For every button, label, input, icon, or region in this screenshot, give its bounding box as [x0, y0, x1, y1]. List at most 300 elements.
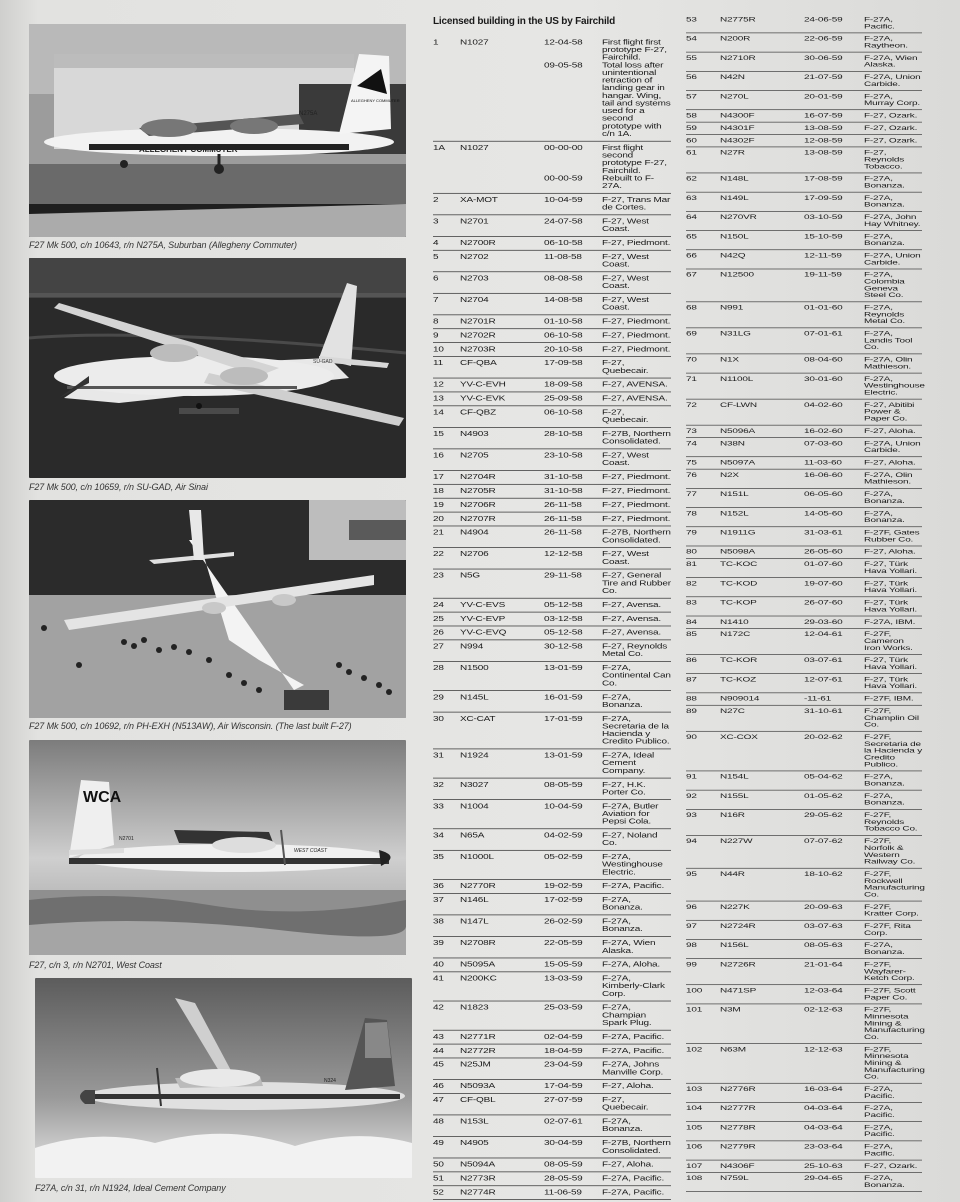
date: 03-07-61: [804, 657, 843, 665]
registration: N152L: [720, 510, 749, 518]
registration: YV-C-EVQ: [460, 629, 507, 637]
date: 00-00-00: [544, 144, 583, 152]
construction-number: 34: [433, 831, 444, 840]
registration: N2705R: [460, 487, 496, 496]
table-row: [433, 428, 671, 450]
type-and-operator: F-27A, Westinghouse Electric.: [602, 853, 663, 877]
date: 12-04-58: [544, 38, 583, 47]
date: 22-05-59: [544, 939, 583, 948]
date: 11-08-58: [544, 253, 582, 262]
registration: TC-KOC: [720, 561, 758, 568]
date: 20-09-63: [804, 903, 843, 911]
registration: N5098A: [720, 548, 755, 556]
construction-number: 95: [686, 871, 697, 878]
fuselage-registration: N324: [324, 1078, 336, 1084]
type-and-operator: F-27, Avensa.: [602, 601, 661, 609]
construction-number: 7: [433, 296, 439, 305]
construction-number: 90: [686, 734, 697, 741]
date: 15-05-59: [544, 961, 583, 969]
table-row: [433, 829, 671, 851]
registration: N2779R: [720, 1143, 756, 1151]
construction-number: 20: [433, 515, 444, 523]
construction-number: 12: [433, 381, 444, 389]
type-and-operator: F-27A, Bonanza.: [864, 773, 905, 788]
type-and-operator: F-27A, Bonanza.: [602, 693, 643, 709]
construction-number: 5: [433, 253, 439, 262]
construction-number: 62: [686, 175, 697, 183]
table-row: [433, 237, 671, 251]
date: 12-07-61: [804, 676, 843, 684]
registration: N270VR: [720, 214, 757, 221]
registration: N2702: [460, 253, 489, 262]
table-row: [686, 559, 922, 578]
construction-number: 65: [686, 233, 697, 241]
registration: N2771R: [460, 1033, 496, 1041]
table-row: [686, 438, 922, 457]
construction-number: 26: [433, 629, 444, 637]
registration: N2706: [460, 550, 489, 559]
date: 31-10-58: [544, 473, 583, 482]
type-and-operator: F-27, Noland Co.: [602, 831, 658, 848]
type-and-operator: F-27, Aloha.: [602, 1161, 654, 1169]
type-and-operator: F-27F, Gates Rubber Co.: [864, 529, 920, 544]
registration: N147L: [460, 918, 489, 926]
date: 01-05-62: [804, 792, 843, 800]
caption-photo-3: F27 Mk 500, c/n 10692, r/n PH-EXH (N513AW), Air Wisconsin. (The last built F-27): [29, 721, 352, 731]
type-and-operator: F-27, Piedmont.: [602, 487, 671, 496]
type-and-operator: F-27B, Northern Consolidated.: [602, 529, 671, 545]
type-and-operator: F-27B, Northern Consolidated.: [602, 430, 671, 446]
construction-number: 61: [686, 149, 697, 157]
table-row: [686, 836, 922, 869]
registration: CF-QBZ: [460, 408, 497, 417]
date: 12-03-64: [804, 987, 843, 995]
type-and-operator: F-27A, Wien Alaska.: [864, 54, 918, 69]
date: 01-07-60: [804, 561, 843, 568]
date: 26-07-60: [804, 599, 843, 607]
construction-number: 85: [686, 631, 697, 639]
date: 05-12-58: [544, 601, 583, 609]
table-row: [686, 250, 922, 269]
registration: N38N: [720, 440, 745, 448]
date: 12-12-58: [544, 550, 583, 559]
date: 25-09-58: [544, 395, 583, 403]
type-and-operator: F-27, Türk Hava Yollari.: [864, 657, 917, 671]
table-row: [433, 1094, 671, 1116]
construction-number: 6: [433, 274, 439, 283]
table-row: [433, 1137, 671, 1159]
type-and-operator: F-27A, Bonanza.: [602, 918, 643, 934]
date: 18-09-58: [544, 381, 583, 389]
type-and-operator: F-27, Aloha.: [864, 459, 916, 467]
construction-number: 4: [433, 239, 439, 248]
registration: N2774R: [460, 1188, 496, 1197]
registration: N2775R: [720, 16, 756, 24]
type-and-operator: F-27F, Champlin Oil Co.: [864, 708, 919, 729]
registration: N156L: [720, 942, 749, 950]
date: 07-03-60: [804, 440, 843, 448]
registration: N2778R: [720, 1124, 756, 1132]
table-row: [686, 192, 922, 211]
construction-number: 35: [433, 853, 444, 862]
type-and-operator: F-27F, Minnesota Mining & Manufacturing Co.: [864, 1006, 925, 1041]
registration: N1823: [460, 1004, 489, 1012]
construction-number: 3: [433, 217, 439, 226]
date: 16-07-59: [804, 112, 843, 120]
date: 17-02-59: [544, 896, 583, 905]
construction-number: 98: [686, 942, 697, 950]
type-and-operator: F-27, Piedmont.: [602, 317, 671, 326]
construction-number: 84: [686, 618, 697, 626]
type-and-operator: F-27, H.K. Porter Co.: [602, 781, 646, 797]
type-and-operator: Total loss after unintentional retraction of landing gear in hangar. Wing, tail and systems used for a second prototype with c/n 1A.: [602, 61, 671, 139]
type-and-operator: F-27A, Bonanza.: [864, 510, 905, 524]
registration: N1004: [460, 802, 489, 811]
registration: N4300F: [720, 112, 755, 120]
type-and-operator: F-27, Türk Hava Yollari.: [864, 561, 917, 575]
registration: N200KC: [460, 974, 497, 983]
construction-number: 72: [686, 401, 697, 409]
construction-number: 31: [433, 752, 444, 760]
construction-number: 94: [686, 838, 697, 845]
registration: TC-KOZ: [720, 676, 757, 684]
table-row: [686, 732, 922, 772]
table-row: [686, 597, 922, 616]
date: 28-05-59: [544, 1174, 583, 1183]
construction-number: 28: [433, 664, 444, 673]
construction-number: 57: [686, 93, 697, 101]
table-row: [433, 36, 671, 142]
table-row: [433, 612, 671, 626]
construction-number: 50: [433, 1161, 444, 1169]
type-and-operator: F-27F, Reynolds Tobacco Co.: [864, 812, 918, 833]
construction-number: 83: [686, 599, 697, 607]
date: 02-04-59: [544, 1033, 583, 1041]
registration: N42Q: [720, 252, 746, 260]
table-row: [433, 272, 671, 294]
construction-number: 25: [433, 615, 444, 623]
type-and-operator: F-27F, Wayfarer-Ketch Corp.: [864, 961, 915, 982]
date: 30-06-59: [804, 54, 843, 62]
table-row: [433, 392, 671, 406]
table-row: [433, 691, 671, 713]
type-and-operator: F-27A, Union Carbide.: [864, 252, 921, 267]
type-and-operator: F-27A, Pacific.: [864, 1086, 895, 1100]
type-and-operator: F-27, Aloha.: [864, 548, 916, 556]
construction-number: 104: [686, 1105, 703, 1113]
registration: N2701: [460, 217, 489, 226]
table-heading: Licensed building in the US by Fairchild: [433, 16, 616, 27]
registration: N4903: [460, 430, 489, 439]
type-and-operator: Rebuilt to F-27A.: [602, 174, 654, 191]
registration: N146L: [460, 896, 489, 905]
production-list-left: [433, 36, 671, 1200]
date: 22-06-59: [804, 35, 843, 43]
table-row: [433, 915, 671, 937]
type-and-operator: F-27A, Aloha.: [602, 961, 660, 969]
registration: N3027: [460, 781, 489, 789]
registration: N5095A: [460, 961, 495, 969]
table-row: [433, 1115, 671, 1137]
construction-number: 106: [686, 1143, 703, 1151]
date: 13-01-59: [544, 664, 583, 673]
construction-number: 70: [686, 356, 697, 364]
table-row: [686, 33, 922, 52]
table-row: [433, 851, 671, 880]
table-row: [433, 880, 671, 894]
type-and-operator: F-27A, Westinghouse Electric.: [864, 375, 925, 397]
table-row: [433, 526, 671, 548]
table-row: [433, 512, 671, 526]
table-row: [433, 800, 671, 829]
table-row: [686, 578, 922, 597]
construction-number: 33: [433, 802, 444, 811]
type-and-operator: F-27, AVENSA.: [602, 395, 668, 403]
type-and-operator: F-27, Piedmont.: [602, 239, 671, 248]
table-row: [433, 329, 671, 343]
registration: N2710R: [720, 54, 756, 62]
type-and-operator: F-27, Türk Hava Yollari.: [864, 580, 917, 595]
table-row: [433, 378, 671, 392]
registration: N5093A: [460, 1082, 495, 1091]
registration: N1027: [460, 144, 489, 152]
type-and-operator: F-27, Türk Hava Yollari.: [864, 599, 917, 614]
registration: N2700R: [460, 239, 496, 248]
construction-number: 42: [433, 1004, 444, 1012]
registration: N145L: [460, 693, 489, 702]
table-row: [686, 72, 922, 91]
registration: XC-CAT: [460, 715, 496, 723]
table-row: [433, 972, 671, 1001]
registration: N151L: [720, 491, 749, 498]
type-and-operator: F-27A, Kimberly-Clark Corp.: [602, 974, 665, 998]
construction-number: 68: [686, 304, 697, 312]
date: 17-09-59: [804, 194, 843, 202]
construction-number: 39: [433, 939, 444, 948]
table-row: [686, 91, 922, 110]
type-and-operator: F-27A, Bonanza.: [864, 792, 905, 807]
date: 15-10-59: [804, 233, 843, 241]
construction-number: 23: [433, 572, 444, 580]
table-row: [686, 959, 922, 985]
type-and-operator: F-27, Quebecair.: [602, 359, 649, 375]
date: 09-05-58: [544, 61, 583, 70]
table-row: [433, 485, 671, 499]
table-row: [686, 674, 922, 693]
date: 10-04-59: [544, 196, 583, 205]
date: 02-12-63: [804, 1006, 843, 1014]
registration: N994: [460, 643, 484, 651]
registration: N2703: [460, 274, 489, 283]
date: 29-05-62: [804, 812, 843, 819]
table-row: [433, 215, 671, 237]
type-and-operator: F-27F, Minnesota Mining & Manufacturing Co.: [864, 1046, 925, 1081]
date: 20-01-59: [804, 93, 843, 101]
table-row: [433, 1158, 671, 1172]
caption-photo-4: F27, c/n 3, r/n N2701, West Coast: [29, 960, 162, 970]
type-and-operator: F-27A, Pacific.: [864, 1143, 895, 1158]
construction-number: 38: [433, 918, 444, 926]
construction-number: 55: [686, 54, 697, 62]
table-row: [686, 52, 922, 71]
date: 24-06-59: [804, 16, 843, 24]
photo-air-wisconsin: [29, 500, 406, 718]
type-and-operator: F-27A, Continental Can Co.: [602, 664, 671, 688]
type-and-operator: F-27A, Bonanza.: [864, 175, 905, 190]
construction-number: 52: [433, 1188, 444, 1197]
type-and-operator: F-27, Avensa.: [602, 629, 661, 637]
registration: N2776R: [720, 1086, 756, 1093]
date: -11-61: [804, 695, 831, 703]
registration: N150L: [720, 233, 749, 241]
registration: TC-KOP: [720, 599, 757, 607]
type-and-operator: F-27A, Pacific.: [864, 16, 895, 31]
table-row: [686, 1160, 922, 1172]
construction-number: 100: [686, 987, 703, 995]
date: 03-12-58: [544, 615, 583, 623]
registration: TC-KOD: [720, 580, 758, 588]
table-row: [433, 548, 671, 570]
construction-number: 2: [433, 196, 439, 205]
table-row: [686, 469, 922, 488]
registration: N31LG: [720, 330, 751, 338]
type-and-operator: F-27, General Tire and Rubber Co.: [602, 572, 671, 596]
registration: N2773R: [460, 1174, 496, 1183]
table-row: [686, 1044, 925, 1084]
registration: N5G: [460, 572, 480, 580]
type-and-operator: F-27F, Cameron Iron Works.: [864, 631, 913, 652]
date: 13-01-59: [544, 752, 583, 760]
type-and-operator: F-27A, Pacific.: [602, 882, 665, 891]
registration: N1027: [460, 38, 489, 47]
construction-number: 43: [433, 1033, 444, 1041]
table-row: [433, 894, 671, 916]
photo-air-sinai: [29, 258, 406, 478]
construction-number: 89: [686, 708, 697, 715]
table-row: [686, 425, 922, 437]
date: 19-02-59: [544, 882, 583, 891]
registration: N12500: [720, 271, 754, 279]
table-row: [433, 937, 671, 959]
table-row: [433, 599, 671, 613]
table-row: [686, 985, 922, 1004]
table-row: [433, 142, 671, 194]
table-row: [433, 499, 671, 513]
table-row: [686, 655, 922, 674]
date: 04-02-60: [804, 401, 843, 409]
construction-number: 81: [686, 561, 697, 568]
date: 19-07-60: [804, 580, 843, 588]
construction-number: 30: [433, 715, 444, 723]
type-and-operator: F-27A, Union Carbide.: [864, 74, 921, 88]
type-and-operator: F-27A, Bonanza.: [602, 1118, 643, 1134]
construction-number: 64: [686, 214, 697, 221]
table-row: [433, 1044, 671, 1058]
date: 20-10-58: [544, 345, 583, 354]
registration: N27R: [720, 149, 745, 157]
construction-number: 82: [686, 580, 697, 588]
type-and-operator: F-27, Piedmont.: [602, 345, 671, 354]
table-row: [686, 616, 922, 628]
type-and-operator: F-27A, Bonanza.: [864, 491, 905, 505]
registration: N5097A: [720, 459, 755, 467]
date: 17-09-58: [544, 359, 583, 368]
construction-number: 37: [433, 896, 444, 905]
table-row: [433, 1058, 671, 1080]
date: 05-04-62: [804, 773, 843, 781]
table-row: [686, 212, 922, 231]
table-row: [433, 1080, 671, 1094]
registration: N2703R: [460, 345, 496, 354]
date: 17-08-59: [804, 175, 843, 183]
fuselage-lettering: WEST COAST: [294, 848, 328, 854]
registration: N154L: [720, 773, 749, 781]
type-and-operator: F-27, Trans Mar de Cortes.: [602, 196, 671, 212]
registration: N1924: [460, 752, 489, 760]
date: 16-06-60: [804, 471, 843, 479]
type-and-operator: F-27, Quebecair.: [602, 408, 649, 425]
date: 01-10-58: [544, 317, 583, 326]
registration: N2777R: [720, 1105, 756, 1113]
date: 23-10-58: [544, 452, 583, 460]
date: 06-10-58: [544, 331, 583, 340]
construction-number: 48: [433, 1118, 444, 1126]
registration: CF-LWN: [720, 401, 757, 409]
construction-number: 79: [686, 529, 697, 537]
date: 08-05-59: [544, 781, 583, 789]
type-and-operator: F-27A, Murray Corp.: [864, 93, 920, 107]
date: 25-10-63: [804, 1162, 843, 1170]
type-and-operator: F-27, West Coast.: [602, 217, 649, 234]
type-and-operator: F-27, Reynolds Metal Co.: [602, 643, 668, 659]
registration: N42N: [720, 74, 745, 81]
construction-number: 8: [433, 317, 439, 326]
table-row: [686, 1173, 922, 1192]
date: 07-01-61: [804, 330, 843, 338]
registration: N44R: [720, 871, 745, 878]
table-row: [433, 449, 671, 471]
date: 31-10-58: [544, 487, 583, 496]
construction-number: 9: [433, 331, 439, 340]
construction-number: 53: [686, 16, 697, 24]
construction-number: 22: [433, 550, 444, 559]
type-and-operator: F-27, Türk Hava Yollari.: [864, 676, 917, 691]
date: 18-10-62: [804, 871, 843, 878]
date: 03-10-59: [804, 214, 843, 221]
type-and-operator: F-27A, Reynolds Metal Co.: [864, 304, 905, 326]
registration: N5096A: [720, 427, 755, 435]
date: 26-11-58: [544, 515, 582, 523]
registration: N5094A: [460, 1161, 495, 1169]
construction-number: 75: [686, 459, 697, 467]
construction-number: 45: [433, 1061, 444, 1069]
registration: YV-C-EVK: [460, 395, 506, 403]
table-row: [686, 1004, 925, 1044]
type-and-operator: F-27, West Coast.: [602, 452, 649, 468]
tail-lettering-w: WCA: [83, 789, 122, 806]
date: 29-03-60: [804, 618, 843, 626]
table-row: [433, 1031, 671, 1045]
construction-number: 77: [686, 491, 697, 498]
registration: N471SP: [720, 987, 757, 995]
photo-west-coast: [29, 740, 406, 955]
fuselage-registration: N2701: [119, 836, 134, 842]
registration: N1000L: [460, 853, 494, 862]
date: 30-04-59: [544, 1139, 583, 1148]
registration: N148L: [720, 175, 749, 183]
date: 18-04-59: [544, 1047, 583, 1055]
table-row: [686, 1122, 922, 1141]
